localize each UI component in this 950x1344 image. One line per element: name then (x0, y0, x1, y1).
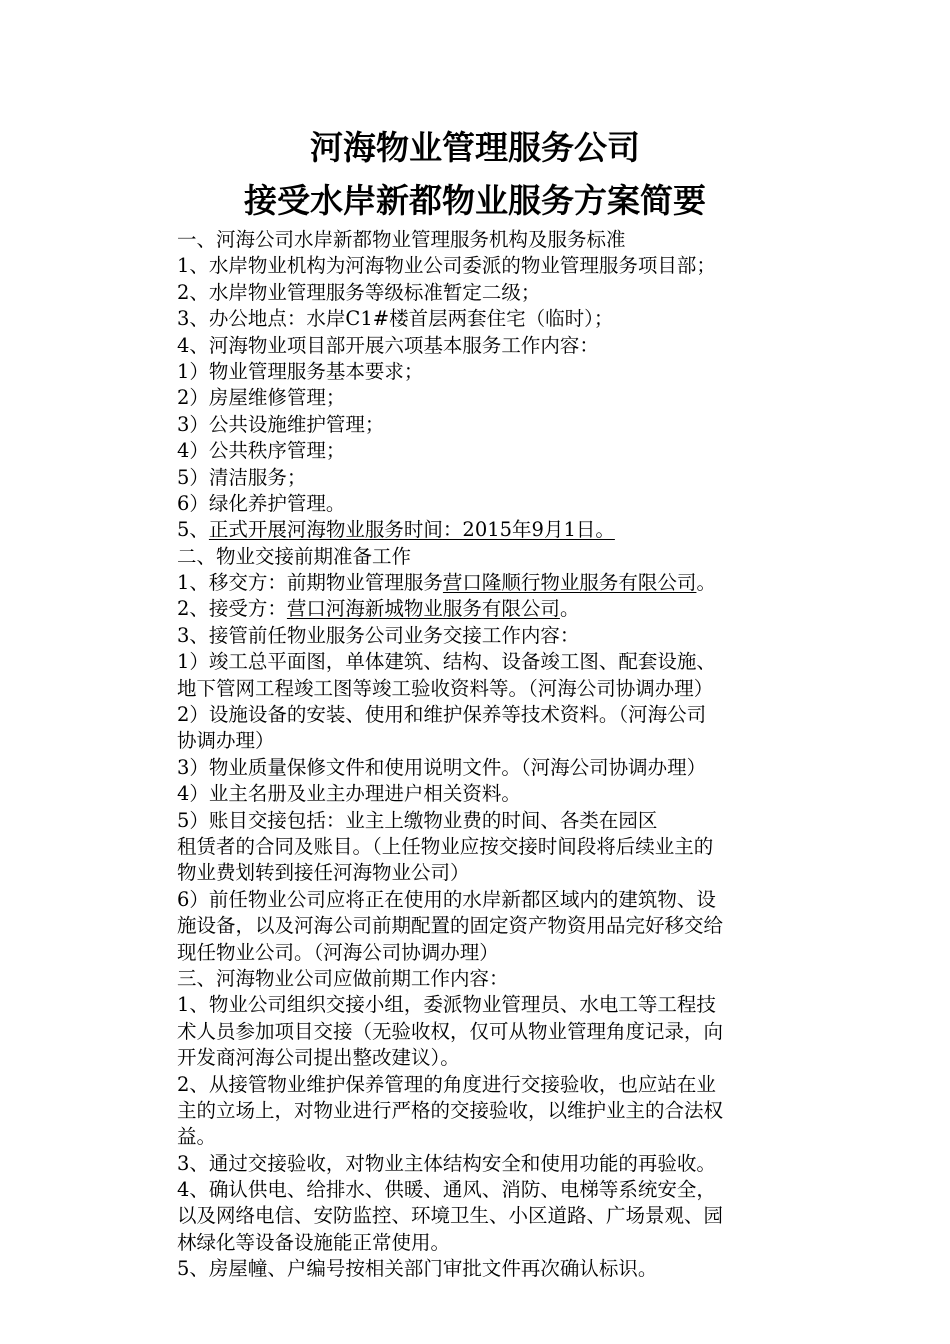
underlined-text: 营口隆顺行物业服务有限公司 (442, 571, 697, 595)
paragraph-line: 地下管网工程竣工图等竣工验收资料等。（河海公司协调办理） (177, 676, 714, 700)
paragraph-line: 一、河海公司水岸新都物业管理服务机构及服务标准 (177, 228, 626, 251)
paragraph-line: 协调办理） (177, 729, 275, 753)
paragraph-line (177, 596, 807, 622)
paragraph-line: 主的立场上，对物业进行严格的交接验收，以维护业主的合法权 (177, 1098, 724, 1122)
paragraph-line (177, 570, 807, 596)
line-prefix: 1、移交方：前期物业管理服务 (177, 571, 443, 595)
paragraph-line: 1）物业管理服务基本要求； (177, 359, 424, 383)
document-title-line2: 接受水岸新都物业服务方案简要 (244, 181, 706, 220)
document-body (177, 227, 807, 1283)
paragraph-line: 三、河海物业公司应做前期工作内容： (177, 966, 509, 990)
paragraph-line: 1、水岸物业机构为河海物业公司委派的物业管理服务项目部； (177, 254, 716, 278)
paragraph-line: 开发商河海公司提出整改建议）。 (177, 1046, 460, 1070)
underlined-text: 正式开展河海物业服务时间：2015年9月1日。 (208, 518, 615, 542)
paragraph-line: 1）竣工总平面图，单体建筑、结构、设备竣工图、配套设施、 (177, 650, 716, 674)
document-title-line1: 河海物业管理服务公司 (310, 128, 640, 167)
paragraph-line: 4、确认供电、给排水、供暖、通风、消防、电梯等系统安全， (177, 1178, 716, 1202)
paragraph-line: 益。 (177, 1125, 217, 1149)
paragraph-line: 现任物业公司。（河海公司协调办理） (177, 940, 499, 964)
paragraph-line: 二、物业交接前期准备工作 (177, 544, 412, 568)
paragraph-line: 5）账目交接包括：业主上缴物业费的时间、各类在园区 (177, 808, 658, 832)
line-prefix: 2、接受方： (177, 597, 287, 621)
paragraph-line: 租赁者的合同及账目。（上任物业应按交接时间段将后续业主的 (177, 834, 714, 858)
paragraph-line: 6）绿化养护管理。 (177, 491, 346, 515)
paragraph-line (177, 517, 807, 543)
paragraph-line: 5）清洁服务； (177, 465, 307, 489)
paragraph-line: 3、接管前任物业服务公司业务交接工作内容： (177, 623, 580, 647)
paragraph-line: 5、房屋幢、户编号按相关部门审批文件再次确认标识。 (177, 1257, 658, 1281)
paragraph-line: 施设备，以及河海公司前期配置的固定资产物资用品完好移交给 (177, 914, 724, 938)
paragraph-line: 6）前任物业公司应将正在使用的水岸新都区域内的建筑物、设 (177, 887, 716, 911)
paragraph-line: 术人员参加项目交接（无验收权，仅可从物业管理角度记录，向 (177, 1019, 724, 1043)
paragraph-line: 1、物业公司组织交接小组，委派物业管理员、水电工等工程技 (177, 993, 716, 1017)
line-prefix: 5、 (177, 518, 209, 542)
paragraph-line: 4）业主名册及业主办理进户相关资料。 (177, 782, 521, 806)
paragraph-line: 4、河海物业项目部开展六项基本服务工作内容： (177, 333, 599, 357)
paragraph-line: 3、通过交接验收，对物业主体结构安全和使用功能的再验收。 (177, 1151, 716, 1175)
paragraph-line: 4）公共秩序管理； (177, 439, 346, 463)
paragraph-line: 2）设施设备的安装、使用和维护保养等技术资料。（河海公司 (177, 703, 707, 727)
paragraph-line: 2、水岸物业管理服务等级标准暂定二级； (177, 280, 541, 304)
line-suffix: 。 (696, 571, 716, 595)
paragraph-line: 林绿化等设备设施能正常使用。 (177, 1230, 451, 1254)
paragraph-line: 物业费划转到接任河海物业公司） (177, 861, 470, 885)
paragraph-line: 3）公共设施维护管理； (177, 412, 385, 436)
paragraph-line: 2、从接管物业维护保养管理的角度进行交接验收，也应站在业 (177, 1072, 716, 1096)
paragraph-line: 3）物业质量保修文件和使用说明文件。（河海公司协调办理） (177, 755, 707, 779)
line-suffix: 。 (559, 597, 580, 621)
paragraph-line: 2）房屋维修管理； (177, 386, 346, 410)
paragraph-line: 以及网络电信、安防监控、环境卫生、小区道路、广场景观、园 (177, 1204, 724, 1228)
underlined-text: 营口河海新城物业服务有限公司 (286, 597, 560, 621)
paragraph-line: 3、办公地点：水岸C1#楼首层两套住宅（临时）； (177, 307, 614, 331)
